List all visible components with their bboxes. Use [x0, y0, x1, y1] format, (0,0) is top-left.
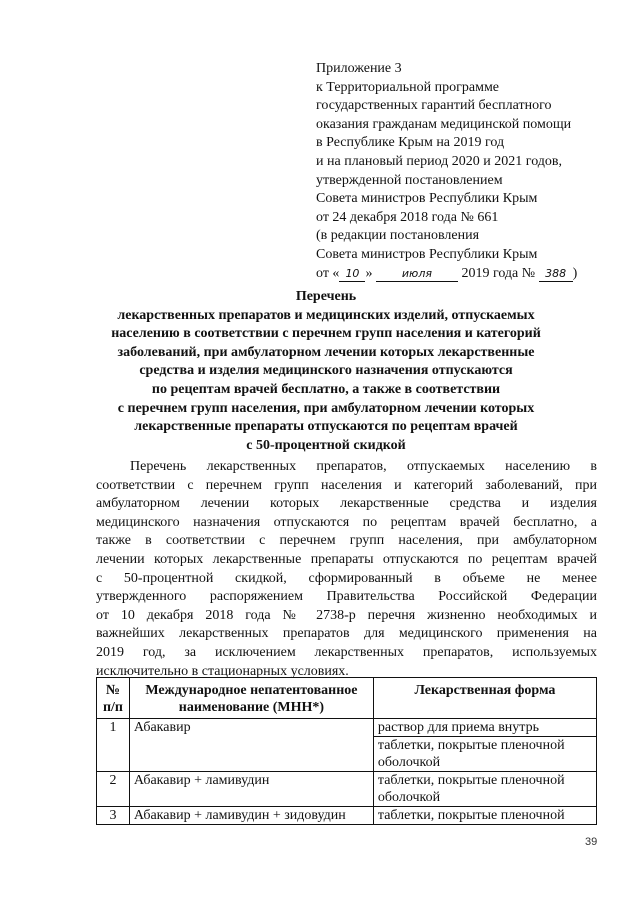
appendix-line: к Территориальной программе [316, 79, 500, 95]
header-num-line: п/п [102, 700, 123, 715]
table-row [97, 772, 597, 807]
handwritten-day: 10 [339, 267, 365, 282]
appendix-line: Совета министров Республики Крым [316, 246, 538, 262]
paragraph-line: лечении которых лекарственные препараты отпускаются по рецептам врачей [96, 551, 597, 567]
paragraph-line: медицинского назначения отпускаются по рецептам врачей бесплатно, а [96, 514, 597, 530]
page-number: 39 [585, 836, 598, 848]
date-year: 2019 года № [461, 265, 536, 281]
title-line: лекарственных препаратов и медицинских изделий, отпускаемых [117, 307, 535, 323]
appendix-line: Совета министров Республики Крым [316, 191, 538, 207]
paragraph-line: 2019 год, за исключением лекарственных препаратов, используемых [96, 644, 597, 660]
intro-paragraph [96, 458, 597, 681]
date-suffix: ) [572, 265, 578, 281]
handwritten-month: июля [376, 267, 458, 282]
appendix-line: в Республике Крым на 2019 год [316, 135, 505, 151]
title-line: с перечнем групп населения, при амбулаторном лечении которых [117, 400, 535, 416]
row-mnn: Абакавир + ламивудин + зидовудин [129, 807, 373, 825]
row-number: 1 [97, 719, 130, 772]
appendix-line: от 24 декабря 2018 года № 661 [316, 209, 499, 225]
document-title [96, 288, 556, 455]
title-line: с 50-процентной скидкой [246, 437, 406, 453]
handwritten-number: 388 [539, 267, 573, 282]
paragraph-line: с 50-процентной скидкой, сформированный в объеме не менее [96, 570, 597, 586]
paragraph-line: амбулаторном лечении которых лекарственные средства и изделия [96, 496, 597, 512]
appendix-line: государственных гарантий бесплатного [316, 98, 552, 114]
appendix-date-line [316, 265, 616, 284]
header-mnn-line: наименование (МНН*) [178, 700, 325, 715]
appendix-block [316, 60, 616, 283]
title-line: по рецептам врачей бесплатно, а также в соответствии [151, 381, 501, 397]
row-number: 3 [97, 807, 130, 825]
header-num-line: № [105, 683, 120, 698]
row-mnn: Абакавир + ламивудин [129, 772, 373, 807]
title-line: населению в соответствии с перечнем групп населения и категорий [111, 326, 541, 342]
table-row [97, 807, 597, 825]
date-prefix: от « [316, 265, 340, 281]
header-form: Лекарственная форма [373, 678, 596, 719]
title-line: Перечень [295, 289, 357, 304]
row-mnn: Абакавир [129, 719, 373, 772]
appendix-line: Приложение 3 [316, 61, 402, 76]
paragraph-line: от 10 декабря 2018 года № 2738-р перечня жизненно необходимых и [96, 607, 597, 623]
table-header-row [97, 678, 597, 719]
table-row [97, 719, 597, 737]
title-line: заболеваний, при амбулаторном лечении которых лекарственные [117, 344, 535, 360]
header-num [97, 678, 130, 719]
paragraph-line: также в соответствии с перечнем групп населения, при амбулаторном [96, 533, 597, 549]
row-form: таблетки, покрытые пленочной [373, 807, 596, 825]
header-mnn-line: Международное непатентованное [145, 683, 358, 698]
row-number: 2 [97, 772, 130, 807]
paragraph-line: утвержденного распоряжением Правительства Российской Федерации [96, 589, 597, 605]
row-form: раствор для приема внутрь [373, 719, 596, 737]
title-line: лекарственные препараты отпускаются по рецептам врачей [134, 419, 518, 435]
row-form: таблетки, покрытые пленочной оболочкой [373, 737, 596, 772]
drug-table [96, 677, 597, 825]
appendix-line: оказания гражданам медицинской помощи [316, 116, 572, 132]
paragraph-line: соответствии с перечнем групп населения и категорий заболеваний, при [96, 477, 597, 493]
paragraph-line: важнейших лекарственных препаратов для медицинского применения на [96, 626, 597, 642]
appendix-line: и на плановый период 2020 и 2021 годов, [316, 153, 563, 169]
title-line: средства и изделия медицинского назначения отпускаются [139, 363, 513, 379]
appendix-line: (в редакции постановления [316, 228, 480, 244]
appendix-line: утвержденной постановлением [316, 172, 503, 188]
row-form: таблетки, покрытые пленочной оболочкой [373, 772, 596, 807]
paragraph-line: исключительно в стационарных условиях. [96, 663, 349, 679]
paragraph-line: Перечень лекарственных препаратов, отпускаемых населению в [130, 459, 597, 474]
header-mnn [129, 678, 373, 719]
date-mid: » [365, 265, 373, 281]
